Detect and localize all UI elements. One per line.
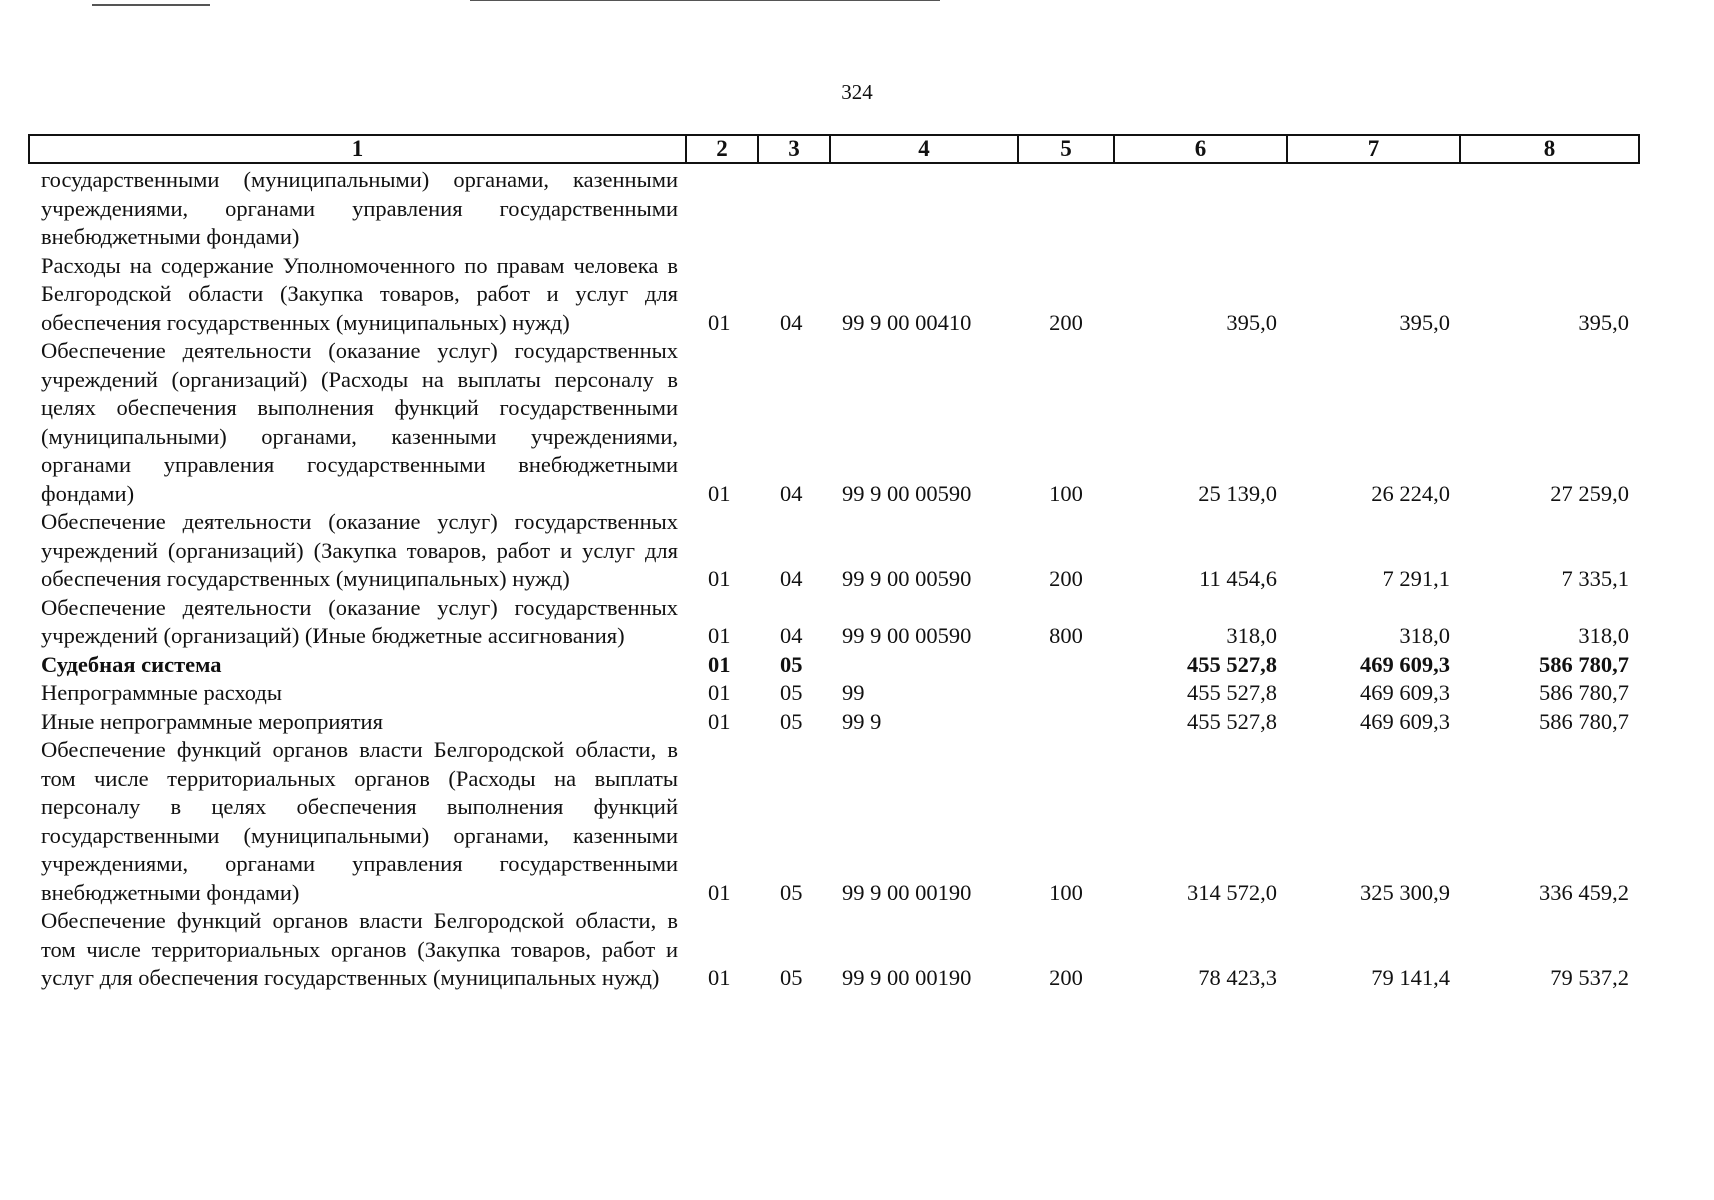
page-number: 324 [841,80,873,104]
row-name: Иные непрограммные мероприятия [41,708,383,734]
row-section-code: 01 [708,623,731,648]
row-section-code: 01 [708,708,731,734]
row-amount-col8: 79 537,2 [1550,965,1629,990]
row-subsection-code [758,163,830,252]
row-amount-col6 [1114,163,1287,252]
table-row [29,708,1639,737]
row-section-code: 01 [708,651,731,677]
row-subsection-code: 04 [780,309,803,335]
row-name: государственными (муниципальными) органами, казенными учреждениями, органами управления государственными внебюджетными фондами) [41,167,678,249]
row-amount-col6: 455 527,8 [1187,680,1277,705]
row-amount-col6: 455 527,8 [1187,708,1277,734]
row-section-code: 01 [708,309,731,335]
table-row [29,907,1639,993]
row-amount-col8: 586 780,7 [1539,680,1629,705]
row-subsection-code: 04 [780,480,803,506]
row-expense-type: 800 [1049,623,1083,648]
row-section-code: 01 [708,480,731,506]
row-name: Непрограммные расходы [41,680,282,705]
row-section-code: 01 [708,680,731,705]
row-expense-type: 100 [1049,879,1083,905]
row-target-article [830,651,1018,680]
scan-artifact-line [470,0,940,1]
row-name: Судебная система [41,651,222,677]
row-name: Обеспечение деятельности (оказание услуг) государственных учреждений (организаций) (Иные бюджетные ассигнования) [41,594,678,648]
row-amount-col8: 586 780,7 [1539,708,1629,734]
table-row [29,679,1639,708]
table-body [29,163,1639,993]
header-col-4: 4 [830,135,1018,163]
header-col-6: 6 [1114,135,1287,163]
row-amount-col8: 586 780,7 [1539,651,1629,677]
row-expense-type [1018,163,1114,252]
row-amount-col8: 395,0 [1578,309,1629,335]
header-row [29,135,1639,163]
row-amount-col8: 318,0 [1578,623,1629,648]
row-subsection-code: 05 [780,651,803,677]
row-amount-col7: 469 609,3 [1360,708,1450,734]
row-expense-type: 200 [1049,309,1083,335]
budget-table [28,134,1640,993]
row-section-code [686,163,758,252]
row-expense-type: 200 [1049,566,1083,591]
row-amount-col6: 395,0 [1226,309,1277,335]
row-target-article: 99 9 [842,708,882,734]
row-expense-type [1018,651,1114,680]
row-amount-col6: 11 454,6 [1199,566,1277,591]
row-target-article: 99 9 00 00410 [842,309,972,335]
row-amount-col7: 469 609,3 [1360,680,1450,705]
header-col-8: 8 [1460,135,1639,163]
row-expense-type [1018,708,1114,737]
row-target-article: 99 9 00 00590 [842,623,972,648]
row-amount-col7: 325 300,9 [1360,879,1450,905]
header-col-2: 2 [686,135,758,163]
row-section-code: 01 [708,965,731,990]
row-amount-col7: 7 291,1 [1382,566,1450,591]
row-target-article: 99 9 00 00190 [842,965,972,990]
header-col-1: 1 [29,135,686,163]
row-amount-col6: 455 527,8 [1187,651,1277,677]
row-amount-col6: 25 139,0 [1198,480,1277,506]
row-expense-type [1018,679,1114,708]
row-amount-col6: 78 423,3 [1198,965,1277,990]
header-col-7: 7 [1287,135,1460,163]
row-target-article: 99 9 00 00590 [842,480,972,506]
row-amount-col7 [1287,163,1460,252]
header-col-5: 5 [1018,135,1114,163]
row-name: Обеспечение функций органов власти Белгородской области, в том числе территориальных органов (Расходы на выплаты персоналу в целях обеспечения выполнения функций государственными (муниципальными) органами, казенными учреждениями, органами управления государственными внебюджетными фондами) [41,737,678,905]
table-row [29,337,1639,508]
row-target-article: 99 9 00 00590 [842,566,972,591]
row-amount-col8 [1460,163,1639,252]
table-row [29,736,1639,907]
table-row [29,594,1639,651]
row-amount-col7: 26 224,0 [1371,480,1450,506]
row-amount-col6: 314 572,0 [1187,879,1277,905]
row-name: Обеспечение функций органов власти Белгородской области, в том числе территориальных органов (Закупка товаров, работ и услуг для обеспечения государственных (муниципальных нужд) [41,908,678,990]
row-amount-col8: 7 335,1 [1561,566,1629,591]
row-subsection-code: 05 [780,965,803,990]
row-subsection-code: 05 [780,879,803,905]
row-subsection-code: 05 [780,680,803,705]
row-amount-col8: 336 459,2 [1539,879,1629,905]
row-amount-col6: 318,0 [1226,623,1277,648]
row-target-article: 99 [842,680,865,705]
table-row [29,508,1639,594]
row-expense-type: 200 [1049,965,1083,990]
row-target-article [830,163,1018,252]
row-amount-col7: 318,0 [1399,623,1450,648]
row-amount-col7: 79 141,4 [1371,965,1450,990]
table-row [29,163,1639,252]
table-row [29,651,1639,680]
row-name: Обеспечение деятельности (оказание услуг) государственных учреждений (организаций) (Закупка товаров, работ и услуг для обеспечения государственных (муниципальных) нужд) [41,509,678,591]
row-section-code: 01 [708,566,731,591]
row-section-code: 01 [708,879,731,905]
row-amount-col7: 395,0 [1399,309,1450,335]
row-name: Расходы на содержание Уполномоченного по правам человека в Белгородской области (Закупка товаров, работ и услуг для обеспечения государственных (муниципальных) нужд) [41,252,678,335]
row-expense-type: 100 [1049,480,1083,506]
row-subsection-code: 04 [780,623,803,648]
table-row [29,252,1639,338]
row-amount-col7: 469 609,3 [1360,651,1450,677]
row-target-article: 99 9 00 00190 [842,879,972,905]
row-amount-col8: 27 259,0 [1550,480,1629,506]
row-subsection-code: 04 [780,566,803,591]
row-name: Обеспечение деятельности (оказание услуг) государственных учреждений (организаций) (Расходы на выплаты персоналу в целях обеспечения выполнения функций государственными (муниципальными) органами, казенными учреждениями, органами управления государственными внебюджетными фондами) [41,338,678,506]
scan-artifact-line [92,4,210,6]
row-subsection-code: 05 [780,708,803,734]
table-header [29,135,1639,163]
header-col-3: 3 [758,135,830,163]
